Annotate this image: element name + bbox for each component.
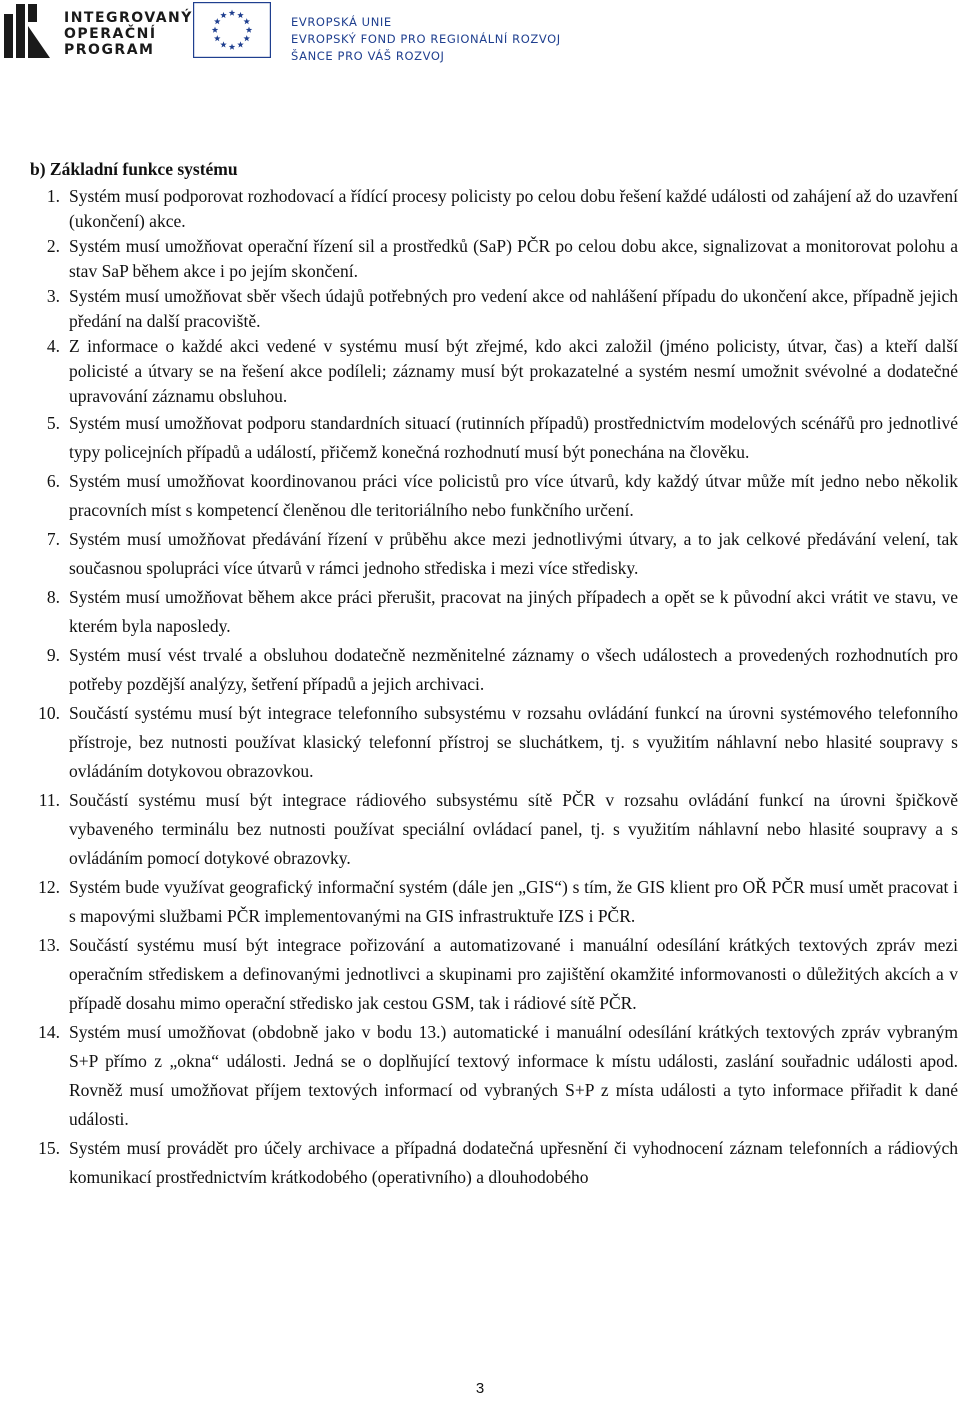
list-item-text: Systém musí umožňovat koordinovanou práci více policistů pro více útvarů, kdy každý útvar může mít jedno nebo několik pracovních míst s kompetencí členěnou dle teritoriálního nebo funkčního určení. xyxy=(69,471,958,520)
iop-logo-line-3: PROGRAM xyxy=(64,42,155,58)
list-item-number: 12. xyxy=(38,877,60,897)
list-item-number: 15. xyxy=(38,1138,60,1158)
list-item-number: 7. xyxy=(46,529,60,549)
eu-logo-line-1: EVROPSKÁ UNIE xyxy=(291,15,392,29)
section-title: b) Základní funkce systému xyxy=(30,159,238,179)
list-item-text: Systém musí provádět pro účely archivace a případná dodatečná upřesnění či vyhodnocení záznam telefonních a rádiových komunikací prostřednictvím krátkodobého (operativního) a dlouhodobého xyxy=(69,1138,958,1187)
list-item xyxy=(30,409,958,467)
list-item-number: 4. xyxy=(46,336,60,356)
list-item xyxy=(30,525,958,583)
list-item xyxy=(30,641,958,699)
iop-logo-text xyxy=(64,10,193,58)
list-item-number: 13. xyxy=(38,935,60,955)
iop-logo-line-1: INTEGROVANÝ xyxy=(64,10,193,26)
eu-logo-line-2: EVROPSKÝ FOND PRO REGIONÁLNÍ ROZVOJ xyxy=(291,32,561,46)
iop-logo-icon xyxy=(4,4,56,60)
list-item-text: Systém musí umožňovat operační řízení sil a prostředků (SaP) PČR po celou dobu akce, signalizovat a monitorovat polohu a stav SaP během akce i po jejím skončení. xyxy=(69,236,958,281)
list-item xyxy=(30,334,958,409)
eu-flag-icon xyxy=(193,2,271,58)
list-item-number: 11. xyxy=(38,790,60,810)
requirements-list xyxy=(30,184,958,1192)
list-item xyxy=(30,583,958,641)
list-item-number: 1. xyxy=(46,186,60,206)
list-item-text: Systém musí podporovat rozhodovací a řídící procesy policisty po celou dobu řešení každé události od zahájení až do uzavření (ukončení) akce. xyxy=(69,186,958,231)
list-item-text: Z informace o každé akci vedené v systému musí být zřejmé, kdo akci založil (jméno policisty, útvar, čas) a kteří další policisté a útvary se na řešení akce podíleli; záznamy musí být prokazatelné a systém nesmí umožnit svévolné a dodatečné upravování záznamu obsluhou. xyxy=(69,336,958,406)
eu-logo-line-3: ŠANCE PRO VÁŠ ROZVOJ xyxy=(291,49,445,63)
iop-logo-line-2: OPERAČNÍ xyxy=(64,26,157,42)
list-item-text: Součástí systému musí být integrace rádiového subsystému sítě PČR v rozsahu ovládání funkcí na úrovni špičkově vybaveného terminálu bez nutnosti používat speciální ovládací panel, tj. s využitím náhlavní nebo hlasité soupravy a s ovládáním pomocí dotykové obrazovky. xyxy=(69,790,958,868)
document-body xyxy=(30,155,958,1192)
page-number: 3 xyxy=(475,1380,485,1397)
list-item-text: Systém musí umožňovat během akce práci přerušit, pracovat na jiných případech a opět se k původní akci vrátit ve stavu, ve kterém byla naposledy. xyxy=(69,587,958,636)
list-item-number: 3. xyxy=(46,286,60,306)
list-item xyxy=(30,184,958,234)
list-item xyxy=(30,786,958,873)
page-header xyxy=(0,0,960,70)
list-item-number: 2. xyxy=(46,236,60,256)
list-item xyxy=(30,931,958,1018)
list-item-number: 8. xyxy=(46,587,60,607)
list-item xyxy=(30,1018,958,1134)
list-item-text: Systém bude využívat geografický informační systém (dále jen „GIS“) s tím, že GIS klient pro OŘ PČR musí umět pracovat i s mapovými službami PČR implementovanými na GIS infrastruktuře IZS i PČR. xyxy=(69,877,958,926)
list-item xyxy=(30,699,958,786)
list-item-text: Systém musí umožňovat předávání řízení v průběhu akce mezi jednotlivými útvary, a to jak celkové předávání velení, tak současnou spolupráci více útvarů v rámci jednoho střediska i mezi více středisky. xyxy=(69,529,958,578)
list-item-text: Systém musí vést trvalé a obsluhou dodatečně nezměnitelné záznamy o všech událostech a provedených rozhodnutích pro potřeby pozdější analýzy, šetření případů a jejich archivaci. xyxy=(69,645,958,694)
list-item xyxy=(30,467,958,525)
list-item xyxy=(30,873,958,931)
list-item-text: Systém musí umožňovat podporu standardních situací (rutinních případů) prostřednictvím modelových scénářů pro jednotlivé typy policejních případů a událostí, přičemž konečná rozhodnutí musí být ponechána na člověku. xyxy=(69,413,958,462)
list-item-number: 10. xyxy=(38,703,60,723)
list-item xyxy=(30,1134,958,1192)
list-item xyxy=(30,234,958,284)
list-item-text: Součástí systému musí být integrace pořizování a automatizované i manuální odesílání krátkých textových zpráv mezi operačním střediskem a definovanými jednotlivci a skupinami pro zajištění okamžité informovanosti o důležitých akcích a v případě dosahu mimo operační středisko jak cestou GSM, tak i rádiové sítě PČR. xyxy=(69,935,958,1013)
list-item-number: 14. xyxy=(38,1022,60,1042)
list-item-number: 9. xyxy=(46,645,60,665)
list-item-text: Systém musí umožňovat (obdobně jako v bodu 13.) automatické i manuální odesílání krátkých textových zpráv vybraným S+P přímo z „okna“ události. Jedná se o doplňující textový informace k místu události, zaslání souřadnic události apod. Rovněž musí umožňovat příjem textových informací od vybraných S+P z místa události a tyto informace přiřadit k dané události. xyxy=(69,1022,958,1129)
list-item-text: Systém musí umožňovat sběr všech údajů potřebných pro vedení akce od nahlášení případu do ukončení akce, případně jejich předání na další pracoviště. xyxy=(69,286,958,331)
list-item-text: Součástí systému musí být integrace telefonního subsystému v rozsahu ovládání funkcí na úrovni systémového telefonního přístroje, bez nutnosti používat klasický telefonní přístroj se sluchátkem, tj. s využitím náhlavní nebo hlasité soupravy s ovládáním dotykovou obrazovkou. xyxy=(69,703,958,781)
eu-logo-text xyxy=(291,14,561,65)
list-item-number: 6. xyxy=(46,471,60,491)
list-item-number: 5. xyxy=(46,413,60,433)
list-item xyxy=(30,284,958,334)
